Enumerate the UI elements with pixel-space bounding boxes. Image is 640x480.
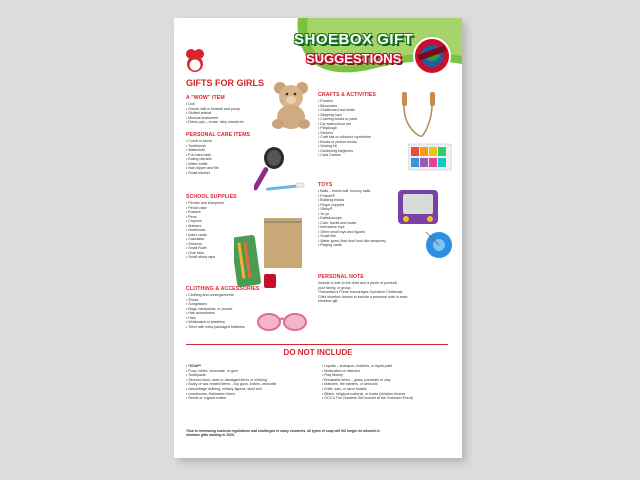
list-item: • Building blocks (318, 198, 386, 203)
list-item: • Clothing and undergarments (186, 293, 260, 298)
note-text (318, 281, 438, 304)
list-item: • Small kite (318, 234, 386, 239)
samaritans-purse-seal-icon (412, 36, 452, 76)
list-item: • Diy watercolour set (318, 122, 376, 127)
list-item: • Books or picture books (318, 140, 376, 145)
list-item: • Erasers (186, 210, 237, 215)
list-item: • Small sticky tape (186, 255, 237, 260)
list-item: • Playing cards (318, 243, 386, 248)
list-item: • Skipping rope (318, 113, 376, 118)
do-not-include-left (186, 364, 277, 401)
list-item: • Musical instrument (186, 116, 244, 121)
footnote-line: shoebox gifts starting in 2025. (186, 433, 235, 438)
list-item: • Comb or brush (186, 139, 250, 144)
school-supplies-picture (234, 218, 306, 298)
list-item: • Shoes (186, 298, 260, 303)
list-item: • Sewing kit (318, 144, 376, 149)
list-item: • Nail clipper and file (186, 166, 250, 171)
note-line: Include a note to the child and a photo of yourself, (318, 281, 398, 285)
list-item: • Washcloth (186, 148, 250, 153)
list-item: • Stuffed animal (186, 111, 244, 116)
section-crafts (318, 92, 376, 158)
list-item: • Yo-yo (318, 212, 386, 217)
section-title: PERSONAL NOTE (318, 274, 364, 280)
list-item: • Slinky® (318, 207, 386, 212)
list-item: • *SOAP* (186, 364, 277, 369)
list-item: • Knife, saw, or razor blades (322, 387, 413, 392)
list-item: • Play Money (322, 373, 413, 378)
list-item: • Small Ruler (186, 246, 237, 251)
jump-rope-icon (400, 88, 440, 140)
list-item: • Interactive toys (318, 225, 386, 230)
list-item: • Liquids – shampoo, bubbles, or liquid paint (322, 364, 413, 369)
list-item: • Wristwatch or jewellery (186, 320, 260, 325)
list-item: • Coloring books or pads (318, 117, 376, 122)
list-item: • Soccer ball or football and pump (186, 107, 244, 112)
list-item: • Breakable items – glass, porcelain or clay (322, 378, 413, 383)
banner-title-line2: SUGGESTIONS (306, 51, 402, 66)
list-item: • Torch with extra packaged batteries (186, 325, 260, 330)
list-item: • Finger puppets (318, 203, 386, 208)
list-item: • Other small toys and figures (318, 230, 386, 235)
list-item: • OCC's The Greatest Gift booklet at the Outreach Event) (322, 396, 413, 401)
list-item: • Scissors (186, 242, 237, 247)
yoyo-icon (424, 230, 454, 260)
list-item: • Hair accessories (186, 311, 260, 316)
list-item: • Toothpaste (186, 373, 277, 378)
section-personal-note (318, 274, 438, 304)
teddy-bear-icon (268, 80, 314, 130)
note-line: Child shoebox donors to include a personal note in each (318, 294, 408, 299)
list-item: • crossbones, Halloween items (186, 392, 277, 397)
footnote (186, 429, 448, 438)
list-item: • Medication or vitamins (322, 369, 413, 374)
bead-kit-icon (408, 142, 452, 172)
list-item: • Sunglasses (186, 302, 260, 307)
list-item: • Food, lollies, chocolate, or gum (186, 369, 277, 374)
drawing-toy-icon (398, 190, 438, 226)
list-item: • Kaleidoscope (318, 216, 386, 221)
list-item: • Index cards (186, 233, 237, 238)
list-item: • Matches, fire starters, or aerosols (322, 382, 413, 387)
section-title: PERSONAL CARE ITEMS (186, 132, 251, 138)
list-item: • Calculator (186, 237, 237, 242)
list-item: • Dress-ups – crown, fairy wands etc (186, 120, 244, 125)
sunglasses-icon (256, 310, 308, 332)
section-personal-care (186, 132, 250, 175)
list-item: • Card Games (318, 153, 376, 158)
divider (186, 344, 448, 345)
list-item: • Hats (186, 316, 260, 321)
list-item: • Fun band aids (186, 153, 250, 158)
girl-logo-icon (184, 48, 206, 76)
section-title: CLOTHING & ACCESSORIES (186, 286, 260, 292)
list-item: • Stickers (318, 131, 376, 136)
list-item: • Doll (186, 102, 244, 107)
sharpener-icon (264, 274, 276, 288)
section-title: SCHOOL SUPPLIES (186, 194, 237, 200)
section-title: TOYS (318, 182, 333, 188)
list-item: • Bags, backpacks, or purses (186, 307, 260, 312)
list-item: • Seeds or organic matter (186, 396, 277, 401)
section-school-supplies (186, 194, 237, 260)
section-toys (318, 182, 386, 248)
flyer-page (174, 18, 462, 458)
list-item: • Pens (186, 215, 237, 220)
list-item: • Chalkboard and chalk (318, 108, 376, 113)
do-not-include-right (322, 364, 413, 401)
list-item: • Craft kits or colourful rope/twine (318, 135, 376, 140)
list-item: • camouflage clothing, military figures, skull and (186, 387, 277, 392)
section-wow-item (186, 95, 244, 125)
list-item: • Small blanket (186, 171, 250, 176)
list-item: • Bibles, religious material, or tracts (children receive (322, 392, 413, 397)
list-item: • Playdough (318, 126, 376, 131)
list-item: • Gardening kit/gloves (318, 149, 376, 154)
list-item: • Markers (186, 224, 237, 229)
list-item: • Scary or war-related items – toy guns, knives, wearable (186, 382, 277, 387)
list-item: • Frisbee® (318, 194, 386, 199)
page-subtitle: GIFTS FOR GIRLS (186, 78, 264, 88)
list-item: • Crayons (186, 219, 237, 224)
list-item: • Balls – tennis ball, bouncy balls, (318, 189, 386, 194)
banner-title-line1: SHOEBOX GIFT (294, 31, 414, 48)
list-item: • Water bottle (186, 162, 250, 167)
list-item: • Notebooks (186, 228, 237, 233)
list-item: • Pencils and sharpener (186, 201, 237, 206)
list-item: • Water guns (that don't look like weapons) (318, 239, 386, 244)
note-line: *Samaritan's Purse encourages Operation Christmas (318, 290, 403, 294)
list-item: • Cars, trucks and boats (318, 221, 386, 226)
list-item: • Toothbrush (186, 144, 250, 149)
section-title: A "WOW" ITEM (186, 95, 225, 101)
list-item: • Pencil case (186, 206, 237, 211)
footnote-line: *Due to increasing customs regulations and challenges in many countries, all types of soap will NO longer be allowed in (186, 429, 380, 433)
note-line: shoebox gift. (318, 299, 339, 303)
list-item: • Glue stick (186, 251, 237, 256)
list-item: • Binoculars (318, 104, 376, 109)
toothbrush-icon (266, 182, 306, 192)
do-not-include-title: DO NOT INCLUDE (283, 348, 353, 357)
list-item: • Second-hand, used or damaged items or clothing (186, 378, 277, 383)
section-title: CRAFTS & ACTIVITIES (318, 92, 376, 98)
list-item: • Puzzles (318, 99, 376, 104)
list-item: • Eating utensils (186, 157, 250, 162)
note-line: your family, or group. (318, 285, 352, 290)
